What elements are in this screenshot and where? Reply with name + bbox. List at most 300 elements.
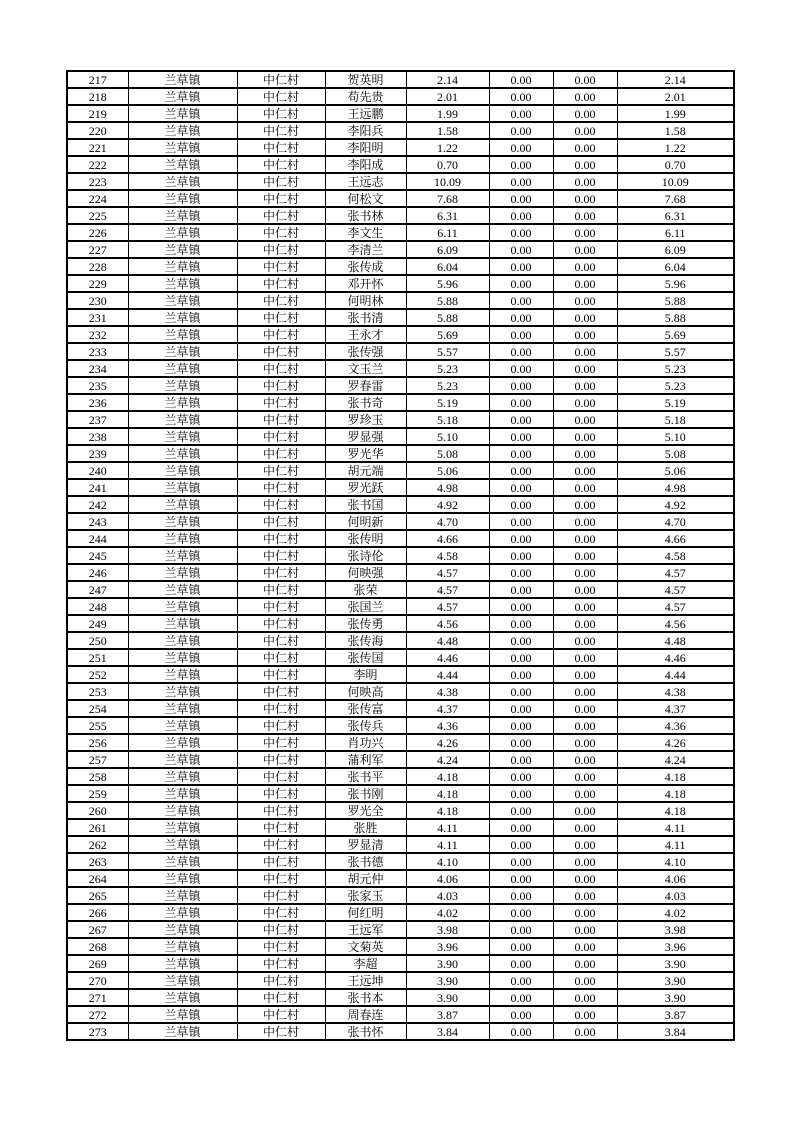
table-row [67,581,734,598]
cell-value-1: 4.92 [406,496,489,513]
cell-value-total: 7.68 [617,190,734,207]
cell-row-number: 231 [67,309,128,326]
cell-value-1: 3.98 [406,921,489,938]
cell-town: 兰草镇 [128,275,237,292]
cell-value-3: 0.00 [553,700,617,717]
cell-row-number: 223 [67,173,128,190]
cell-value-2: 0.00 [489,530,553,547]
table-row [67,190,734,207]
cell-person-name: 张书刚 [325,785,406,802]
cell-value-1: 4.11 [406,836,489,853]
cell-person-name: 王远鹏 [325,105,406,122]
cell-town: 兰草镇 [128,513,237,530]
cell-town: 兰草镇 [128,785,237,802]
table-row [67,1023,734,1040]
cell-row-number: 249 [67,615,128,632]
table-row [67,530,734,547]
cell-value-total: 1.22 [617,139,734,156]
cell-value-1: 4.44 [406,666,489,683]
cell-town: 兰草镇 [128,462,237,479]
cell-value-1: 0.70 [406,156,489,173]
cell-village: 中仁村 [237,1023,325,1040]
cell-person-name: 罗珍玉 [325,411,406,428]
cell-town: 兰草镇 [128,241,237,258]
cell-value-3: 0.00 [553,445,617,462]
table-row [67,105,734,122]
cell-person-name: 张国兰 [325,598,406,615]
cell-town: 兰草镇 [128,921,237,938]
table-row [67,666,734,683]
cell-value-total: 4.57 [617,564,734,581]
cell-row-number: 227 [67,241,128,258]
cell-row-number: 258 [67,768,128,785]
cell-person-name: 张书林 [325,207,406,224]
cell-row-number: 219 [67,105,128,122]
cell-value-3: 0.00 [553,224,617,241]
table-row [67,88,734,105]
cell-village: 中仁村 [237,122,325,139]
cell-value-1: 3.90 [406,955,489,972]
cell-value-2: 0.00 [489,785,553,802]
cell-town: 兰草镇 [128,377,237,394]
cell-value-3: 0.00 [553,887,617,904]
cell-value-3: 0.00 [553,292,617,309]
cell-row-number: 272 [67,1006,128,1023]
cell-person-name: 何明林 [325,292,406,309]
cell-town: 兰草镇 [128,615,237,632]
cell-value-total: 4.18 [617,768,734,785]
cell-value-3: 0.00 [553,649,617,666]
table-row [67,394,734,411]
cell-value-1: 4.11 [406,819,489,836]
cell-town: 兰草镇 [128,105,237,122]
cell-value-total: 4.37 [617,700,734,717]
cell-row-number: 221 [67,139,128,156]
cell-town: 兰草镇 [128,190,237,207]
cell-value-2: 0.00 [489,377,553,394]
cell-value-total: 4.56 [617,615,734,632]
cell-row-number: 222 [67,156,128,173]
cell-village: 中仁村 [237,462,325,479]
cell-value-total: 6.04 [617,258,734,275]
cell-value-2: 0.00 [489,207,553,224]
cell-value-2: 0.00 [489,768,553,785]
cell-town: 兰草镇 [128,734,237,751]
table-row [67,734,734,751]
cell-value-3: 0.00 [553,360,617,377]
cell-value-1: 1.99 [406,105,489,122]
table-row [67,343,734,360]
cell-village: 中仁村 [237,173,325,190]
table-row [67,326,734,343]
table-row [67,462,734,479]
cell-row-number: 232 [67,326,128,343]
cell-person-name: 何红明 [325,904,406,921]
table-row [67,683,734,700]
cell-town: 兰草镇 [128,598,237,615]
cell-town: 兰草镇 [128,632,237,649]
cell-value-1: 5.08 [406,445,489,462]
cell-value-total: 3.90 [617,989,734,1006]
cell-value-1: 7.68 [406,190,489,207]
cell-value-total: 6.31 [617,207,734,224]
cell-value-1: 5.88 [406,309,489,326]
cell-town: 兰草镇 [128,394,237,411]
cell-value-total: 0.70 [617,156,734,173]
cell-person-name: 贺英明 [325,71,406,88]
cell-value-3: 0.00 [553,377,617,394]
cell-village: 中仁村 [237,530,325,547]
cell-value-1: 3.96 [406,938,489,955]
cell-value-total: 6.11 [617,224,734,241]
table-row [67,717,734,734]
cell-town: 兰草镇 [128,1023,237,1040]
table-row [67,836,734,853]
cell-town: 兰草镇 [128,700,237,717]
cell-value-3: 0.00 [553,1006,617,1023]
cell-row-number: 254 [67,700,128,717]
cell-value-1: 4.70 [406,513,489,530]
cell-row-number: 257 [67,751,128,768]
cell-row-number: 229 [67,275,128,292]
data-table [66,70,735,1041]
cell-value-3: 0.00 [553,717,617,734]
cell-value-2: 0.00 [489,581,553,598]
cell-row-number: 224 [67,190,128,207]
cell-village: 中仁村 [237,207,325,224]
cell-value-1: 4.10 [406,853,489,870]
table-row [67,496,734,513]
cell-row-number: 235 [67,377,128,394]
cell-value-2: 0.00 [489,836,553,853]
cell-value-3: 0.00 [553,411,617,428]
cell-value-total: 5.57 [617,343,734,360]
cell-person-name: 文菊英 [325,938,406,955]
cell-town: 兰草镇 [128,343,237,360]
cell-village: 中仁村 [237,581,325,598]
cell-value-total: 2.01 [617,88,734,105]
cell-value-2: 0.00 [489,955,553,972]
table-row [67,139,734,156]
cell-person-name: 王远军 [325,921,406,938]
cell-value-3: 0.00 [553,275,617,292]
cell-town: 兰草镇 [128,819,237,836]
cell-village: 中仁村 [237,343,325,360]
cell-row-number: 241 [67,479,128,496]
cell-value-1: 5.19 [406,394,489,411]
cell-value-2: 0.00 [489,326,553,343]
table-row [67,309,734,326]
cell-row-number: 252 [67,666,128,683]
cell-value-2: 0.00 [489,819,553,836]
cell-value-3: 0.00 [553,105,617,122]
cell-town: 兰草镇 [128,836,237,853]
cell-row-number: 218 [67,88,128,105]
cell-value-2: 0.00 [489,343,553,360]
cell-value-2: 0.00 [489,666,553,683]
cell-row-number: 217 [67,71,128,88]
table-row [67,632,734,649]
cell-value-2: 0.00 [489,598,553,615]
cell-value-total: 5.06 [617,462,734,479]
cell-value-1: 1.58 [406,122,489,139]
cell-village: 中仁村 [237,445,325,462]
table-row [67,377,734,394]
cell-person-name: 罗春雷 [325,377,406,394]
cell-value-total: 4.58 [617,547,734,564]
cell-value-3: 0.00 [553,734,617,751]
cell-value-1: 4.18 [406,768,489,785]
cell-value-total: 3.96 [617,938,734,955]
table-row [67,513,734,530]
cell-value-2: 0.00 [489,1023,553,1040]
cell-value-1: 5.69 [406,326,489,343]
table-row [67,241,734,258]
cell-value-2: 0.00 [489,547,553,564]
table-row [67,428,734,445]
cell-value-2: 0.00 [489,190,553,207]
cell-row-number: 240 [67,462,128,479]
cell-town: 兰草镇 [128,989,237,1006]
cell-value-1: 4.57 [406,598,489,615]
cell-value-total: 4.57 [617,598,734,615]
cell-value-total: 4.18 [617,785,734,802]
cell-row-number: 237 [67,411,128,428]
cell-person-name: 张传富 [325,700,406,717]
cell-town: 兰草镇 [128,173,237,190]
cell-row-number: 233 [67,343,128,360]
cell-person-name: 张书奇 [325,394,406,411]
cell-person-name: 蒲利军 [325,751,406,768]
cell-person-name: 张传成 [325,258,406,275]
cell-value-2: 0.00 [489,462,553,479]
cell-town: 兰草镇 [128,802,237,819]
cell-village: 中仁村 [237,870,325,887]
cell-person-name: 李阳明 [325,139,406,156]
cell-row-number: 239 [67,445,128,462]
cell-town: 兰草镇 [128,411,237,428]
cell-value-3: 0.00 [553,241,617,258]
cell-value-total: 4.48 [617,632,734,649]
cell-town: 兰草镇 [128,139,237,156]
cell-value-total: 4.10 [617,853,734,870]
cell-value-3: 0.00 [553,598,617,615]
cell-value-2: 0.00 [489,870,553,887]
cell-value-1: 4.18 [406,785,489,802]
cell-village: 中仁村 [237,394,325,411]
cell-value-2: 0.00 [489,887,553,904]
cell-value-1: 6.04 [406,258,489,275]
table-row [67,751,734,768]
cell-row-number: 270 [67,972,128,989]
cell-village: 中仁村 [237,139,325,156]
cell-person-name: 苟先贵 [325,88,406,105]
cell-village: 中仁村 [237,496,325,513]
cell-row-number: 245 [67,547,128,564]
cell-value-1: 4.38 [406,683,489,700]
cell-village: 中仁村 [237,479,325,496]
cell-value-1: 4.18 [406,802,489,819]
cell-town: 兰草镇 [128,1006,237,1023]
cell-row-number: 253 [67,683,128,700]
cell-row-number: 225 [67,207,128,224]
cell-village: 中仁村 [237,768,325,785]
cell-person-name: 张胜 [325,819,406,836]
cell-value-3: 0.00 [553,88,617,105]
cell-value-total: 4.70 [617,513,734,530]
cell-value-3: 0.00 [553,1023,617,1040]
cell-value-3: 0.00 [553,751,617,768]
cell-value-1: 4.58 [406,547,489,564]
cell-village: 中仁村 [237,547,325,564]
cell-value-1: 5.18 [406,411,489,428]
cell-village: 中仁村 [237,785,325,802]
cell-value-3: 0.00 [553,683,617,700]
cell-town: 兰草镇 [128,870,237,887]
cell-town: 兰草镇 [128,683,237,700]
cell-value-1: 5.88 [406,292,489,309]
cell-village: 中仁村 [237,615,325,632]
table-row [67,768,734,785]
table-row [67,360,734,377]
cell-person-name: 王远志 [325,173,406,190]
cell-row-number: 268 [67,938,128,955]
cell-village: 中仁村 [237,989,325,1006]
cell-value-2: 0.00 [489,156,553,173]
cell-value-total: 5.23 [617,360,734,377]
cell-value-total: 6.09 [617,241,734,258]
cell-town: 兰草镇 [128,751,237,768]
cell-row-number: 271 [67,989,128,1006]
cell-value-3: 0.00 [553,394,617,411]
cell-village: 中仁村 [237,972,325,989]
cell-village: 中仁村 [237,955,325,972]
cell-value-total: 1.58 [617,122,734,139]
cell-value-1: 3.90 [406,989,489,1006]
cell-town: 兰草镇 [128,496,237,513]
cell-value-2: 0.00 [489,479,553,496]
cell-village: 中仁村 [237,819,325,836]
cell-value-3: 0.00 [553,547,617,564]
cell-value-1: 6.11 [406,224,489,241]
cell-person-name: 张书清 [325,309,406,326]
cell-value-1: 5.06 [406,462,489,479]
cell-town: 兰草镇 [128,972,237,989]
cell-village: 中仁村 [237,309,325,326]
cell-value-2: 0.00 [489,649,553,666]
cell-town: 兰草镇 [128,564,237,581]
cell-value-2: 0.00 [489,734,553,751]
cell-village: 中仁村 [237,377,325,394]
cell-town: 兰草镇 [128,156,237,173]
cell-value-3: 0.00 [553,139,617,156]
cell-value-2: 0.00 [489,360,553,377]
table-row [67,564,734,581]
cell-town: 兰草镇 [128,88,237,105]
cell-row-number: 236 [67,394,128,411]
cell-village: 中仁村 [237,88,325,105]
cell-value-total: 5.23 [617,377,734,394]
cell-town: 兰草镇 [128,666,237,683]
cell-value-total: 4.57 [617,581,734,598]
cell-value-1: 4.37 [406,700,489,717]
table-row [67,802,734,819]
cell-value-2: 0.00 [489,921,553,938]
table-row [67,598,734,615]
cell-village: 中仁村 [237,105,325,122]
cell-town: 兰草镇 [128,326,237,343]
table-row [67,479,734,496]
cell-person-name: 何映高 [325,683,406,700]
table-row [67,207,734,224]
cell-village: 中仁村 [237,292,325,309]
cell-person-name: 张书平 [325,768,406,785]
cell-row-number: 243 [67,513,128,530]
cell-person-name: 李超 [325,955,406,972]
cell-value-3: 0.00 [553,513,617,530]
cell-value-1: 2.14 [406,71,489,88]
cell-village: 中仁村 [237,224,325,241]
cell-value-total: 4.38 [617,683,734,700]
cell-value-2: 0.00 [489,751,553,768]
cell-value-1: 5.23 [406,360,489,377]
cell-value-1: 4.36 [406,717,489,734]
table-row [67,156,734,173]
cell-row-number: 261 [67,819,128,836]
cell-row-number: 251 [67,649,128,666]
cell-row-number: 238 [67,428,128,445]
cell-row-number: 255 [67,717,128,734]
cell-value-3: 0.00 [553,428,617,445]
cell-value-total: 5.08 [617,445,734,462]
cell-value-1: 3.84 [406,1023,489,1040]
table-row [67,938,734,955]
cell-value-1: 4.46 [406,649,489,666]
table-row [67,224,734,241]
cell-value-2: 0.00 [489,802,553,819]
cell-value-1: 4.98 [406,479,489,496]
cell-value-1: 6.09 [406,241,489,258]
cell-value-3: 0.00 [553,972,617,989]
cell-value-total: 3.90 [617,972,734,989]
cell-value-3: 0.00 [553,904,617,921]
cell-value-3: 0.00 [553,479,617,496]
cell-value-1: 5.57 [406,343,489,360]
cell-town: 兰草镇 [128,428,237,445]
cell-person-name: 张书德 [325,853,406,870]
cell-value-1: 2.01 [406,88,489,105]
cell-person-name: 张书本 [325,989,406,1006]
cell-value-total: 4.11 [617,836,734,853]
cell-value-2: 0.00 [489,241,553,258]
cell-town: 兰草镇 [128,479,237,496]
cell-person-name: 李明 [325,666,406,683]
table-row [67,972,734,989]
cell-value-3: 0.00 [553,122,617,139]
cell-value-1: 5.23 [406,377,489,394]
cell-value-3: 0.00 [553,343,617,360]
cell-value-3: 0.00 [553,326,617,343]
cell-person-name: 罗光全 [325,802,406,819]
cell-person-name: 胡元端 [325,462,406,479]
cell-village: 中仁村 [237,258,325,275]
table-row [67,71,734,88]
cell-value-total: 1.99 [617,105,734,122]
cell-value-2: 0.00 [489,394,553,411]
cell-value-2: 0.00 [489,972,553,989]
cell-person-name: 李阳兵 [325,122,406,139]
table-row [67,887,734,904]
